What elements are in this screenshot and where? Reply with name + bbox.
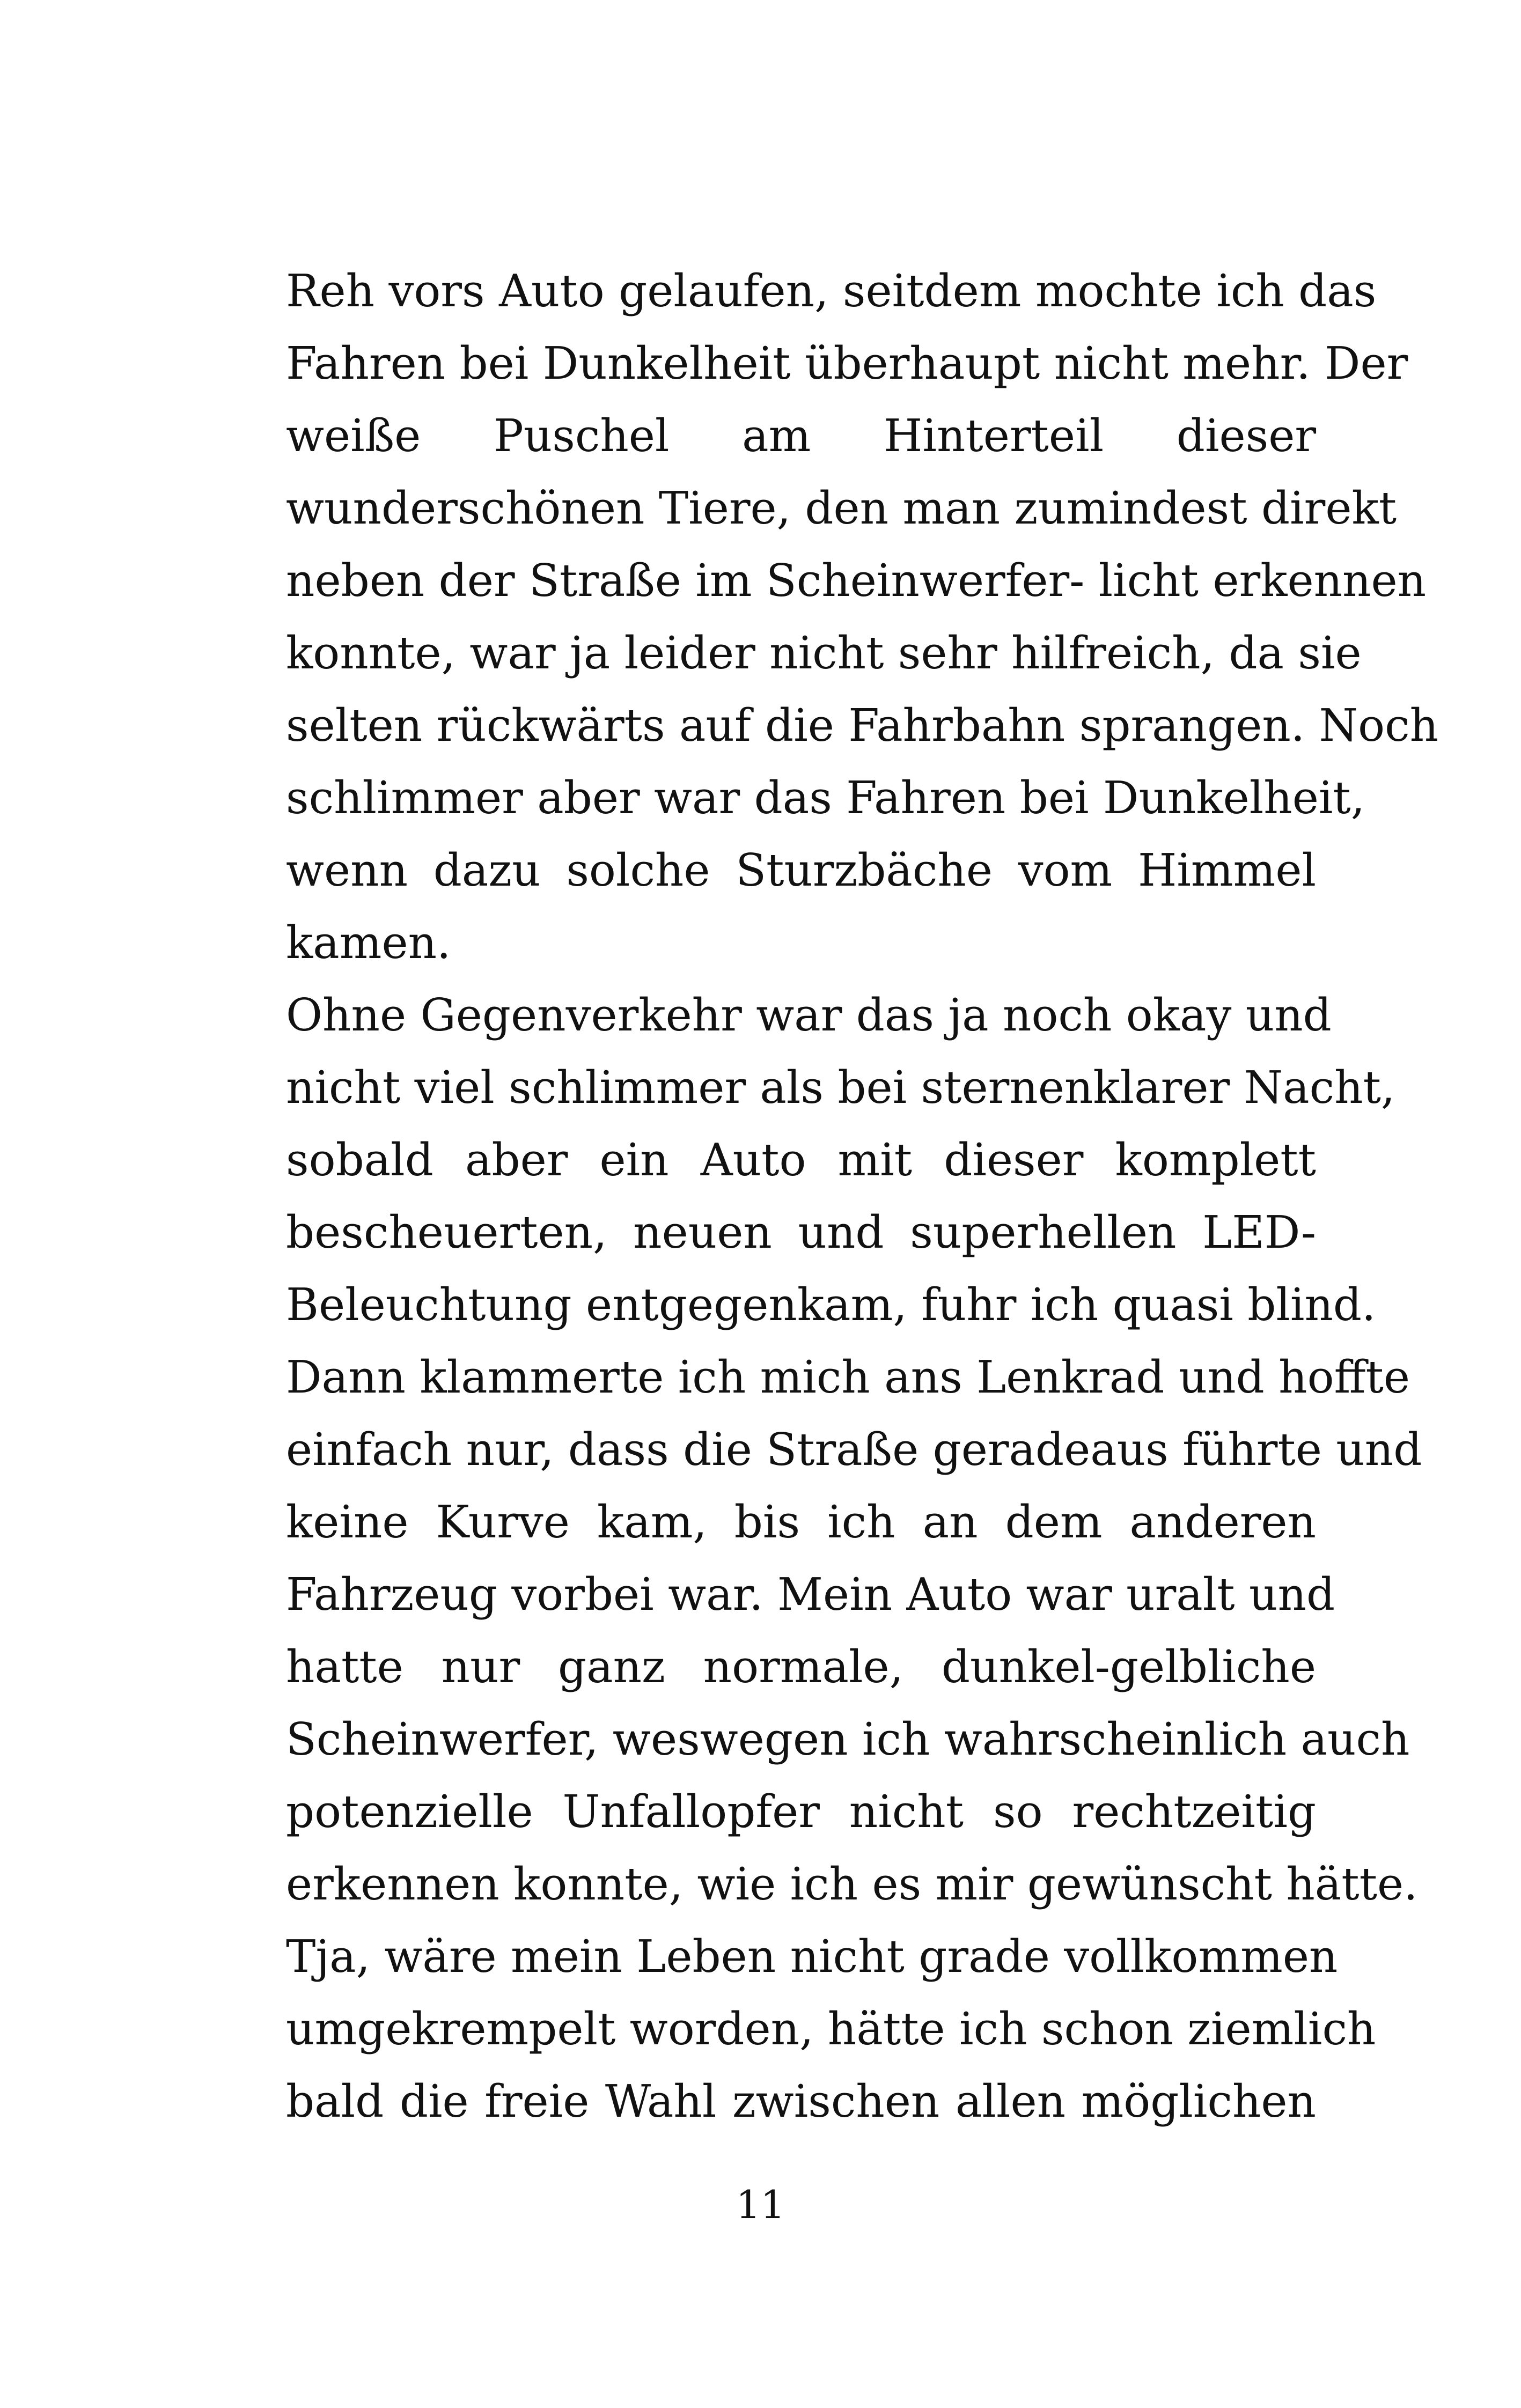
text-line: bescheuerten, neuen und superhellen LED-	[286, 1206, 1316, 1258]
text-line: Fahrzeug vorbei war. Mein Auto war uralt und	[286, 1568, 1335, 1621]
text-line: Tja, wäre mein Leben nicht grade vollkommen	[286, 1931, 1338, 1983]
text-line: keine Kurve kam, bis ich an dem anderen	[286, 1496, 1316, 1548]
text-line: Dann klammerte ich mich ans Lenkrad und hoffte	[286, 1351, 1410, 1403]
text-line: nicht viel schlimmer als bei sternenklarer Nacht,	[286, 1062, 1395, 1114]
text-line: sobald aber ein Auto mit dieser komplett	[286, 1134, 1316, 1186]
body-text	[286, 255, 1439, 2138]
text-line: Fahren bei Dunkelheit überhaupt nicht mehr. Der	[286, 337, 1408, 389]
text-line: weiße Puschel am Hinterteil dieser	[286, 410, 1316, 462]
page-number: 11	[736, 2182, 785, 2227]
text-line: umgekrempelt worden, hätte ich schon ziemlich	[286, 2003, 1376, 2055]
text-line: schlimmer aber war das Fahren bei Dunkelheit,	[286, 772, 1365, 824]
text-line: einfach nur, dass die Straße geradeaus führte und	[286, 1424, 1422, 1476]
text-line: kamen.	[286, 917, 451, 969]
text-line: erkennen konnte, wie ich es mir gewünscht hätte.	[286, 1858, 1418, 1910]
text-line: konnte, war ja leider nicht sehr hilfreich, da sie	[286, 627, 1362, 679]
text-line: wenn dazu solche Sturzbäche vom Himmel	[286, 844, 1316, 896]
text-line: wunderschönen Tiere, den man zumindest direkt	[286, 482, 1397, 534]
text-line: hatte nur ganz normale, dunkel-gelbliche	[286, 1641, 1316, 1693]
text-line: potenzielle Unfallopfer nicht so rechtzeitig	[286, 1786, 1316, 1838]
text-line: neben der Straße im Scheinwerfer- licht erkennen	[286, 555, 1427, 607]
text-line: bald die freie Wahl zwischen allen möglichen	[286, 2075, 1316, 2127]
text-line: Ohne Gegenverkehr war das ja noch okay und	[286, 989, 1332, 1041]
text-line: Scheinwerfer, weswegen ich wahrscheinlich auch	[286, 1713, 1410, 1765]
text-line: selten rückwärts auf die Fahrbahn sprangen. Noch	[286, 699, 1439, 752]
text-line: Reh vors Auto gelaufen, seitdem mochte ich das	[286, 265, 1377, 317]
text-line: Beleuchtung entgegenkam, fuhr ich quasi blind.	[286, 1279, 1376, 1331]
